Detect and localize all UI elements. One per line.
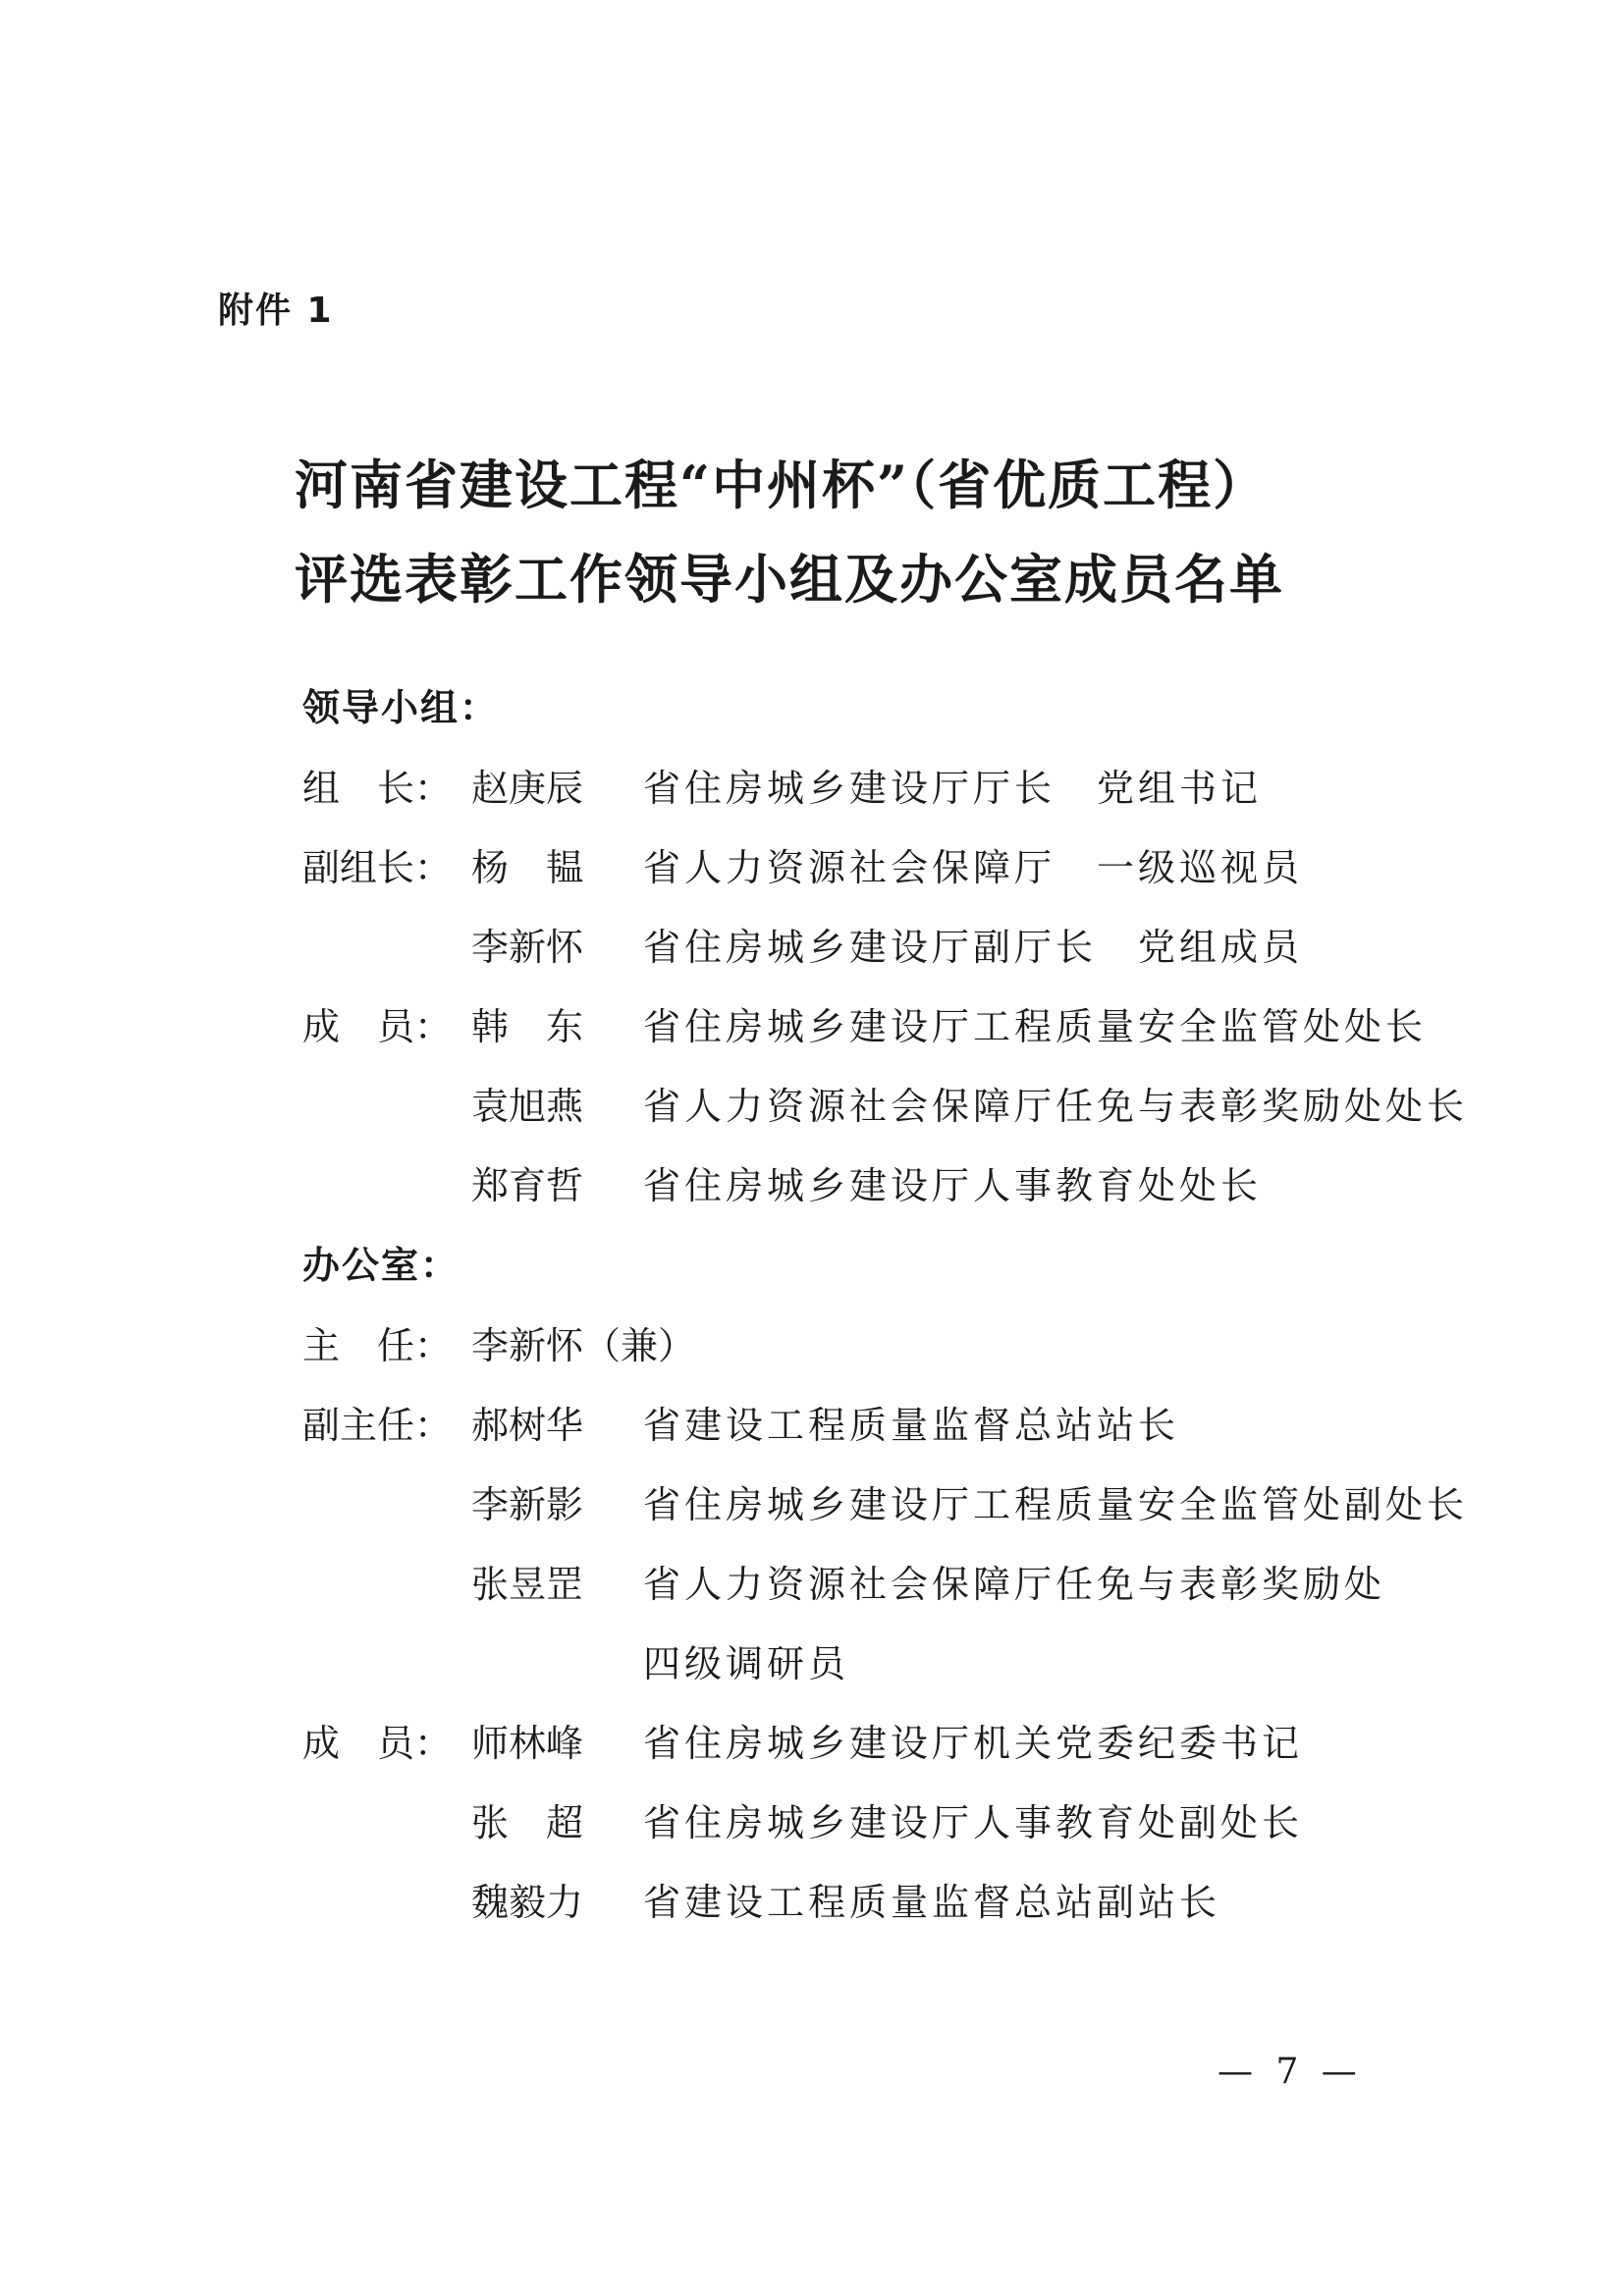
member-title: 省建设工程质量监督总站站长 — [643, 1404, 1180, 1447]
member-title: 省住房城乡建设厅工程质量安全监管处处长 — [643, 1005, 1428, 1048]
document-title-line-2: 评选表彰工作领导小组及办公室成员名单 — [295, 548, 1284, 611]
office-row — [0, 1395, 1624, 1454]
leading-group-row — [0, 1155, 1624, 1214]
member-title: 省住房城乡建设厅人事教育处处长 — [643, 1164, 1263, 1207]
member-name: 杨 韫 — [471, 846, 584, 889]
leading-group-row — [0, 996, 1624, 1055]
member-name: 韩 东 — [471, 1005, 584, 1048]
leading-group-heading: 领导小组： — [302, 686, 500, 729]
member-title: 省人力资源社会保障厅任免与表彰奖励处 — [643, 1563, 1386, 1606]
page-number: — 7 — — [1218, 2052, 1363, 2092]
role-label: 副组长： — [302, 846, 453, 889]
role-label: 成 员： — [302, 1722, 453, 1765]
member-title: 省住房城乡建设厅机关党委纪委书记 — [643, 1722, 1304, 1765]
member-title: 省人力资源社会保障厅任免与表彰奖励处处长 — [643, 1085, 1469, 1128]
attachment-label: 附件 1 — [218, 291, 334, 331]
office-heading: 办公室： — [302, 1244, 460, 1287]
office-director-row — [0, 1315, 1624, 1374]
leading-group-row — [0, 758, 1624, 817]
leading-group-row — [0, 1076, 1624, 1135]
member-name: 郝树华 — [471, 1404, 584, 1447]
member-name: 袁旭燕 — [471, 1085, 584, 1128]
role-label: 组 长： — [302, 767, 453, 810]
office-row — [0, 1792, 1624, 1851]
member-name: 李新影 — [471, 1483, 584, 1526]
member-title: 省人力资源社会保障厅 一级巡视员 — [643, 846, 1304, 889]
office-row — [0, 1633, 1624, 1692]
member-name: 赵庚辰 — [471, 767, 584, 810]
member-title: 四级调研员 — [643, 1642, 850, 1685]
member-title: 省住房城乡建设厅厅长 党组书记 — [643, 767, 1263, 810]
member-title: 省住房城乡建设厅工程质量安全监管处副处长 — [643, 1483, 1469, 1526]
member-name: 师林峰 — [471, 1722, 584, 1765]
leading-group-row — [0, 917, 1624, 976]
member-name: 张昱罡 — [471, 1563, 584, 1606]
role-label: 副主任： — [302, 1404, 453, 1447]
member-name: 张 超 — [471, 1801, 584, 1844]
member-name: 郑育哲 — [471, 1164, 584, 1207]
office-row — [0, 1554, 1624, 1613]
office-row — [0, 1713, 1624, 1772]
member-name: 魏毅力 — [471, 1881, 584, 1924]
leading-group-row — [0, 837, 1624, 896]
member-title: 省住房城乡建设厅副厅长 党组成员 — [643, 926, 1304, 969]
office-row — [0, 1872, 1624, 1931]
role-label: 主 任： — [302, 1324, 453, 1367]
office-row — [0, 1474, 1624, 1533]
role-label: 成 员： — [302, 1005, 453, 1048]
director-name: 李新怀（兼） — [471, 1324, 696, 1367]
member-title: 省建设工程质量监督总站副站长 — [643, 1881, 1221, 1924]
document-title-line-1: 河南省建设工程“中州杯”（省优质工程） — [295, 454, 1269, 516]
member-title: 省住房城乡建设厅人事教育处副处长 — [643, 1801, 1304, 1844]
member-name: 李新怀 — [471, 926, 584, 969]
